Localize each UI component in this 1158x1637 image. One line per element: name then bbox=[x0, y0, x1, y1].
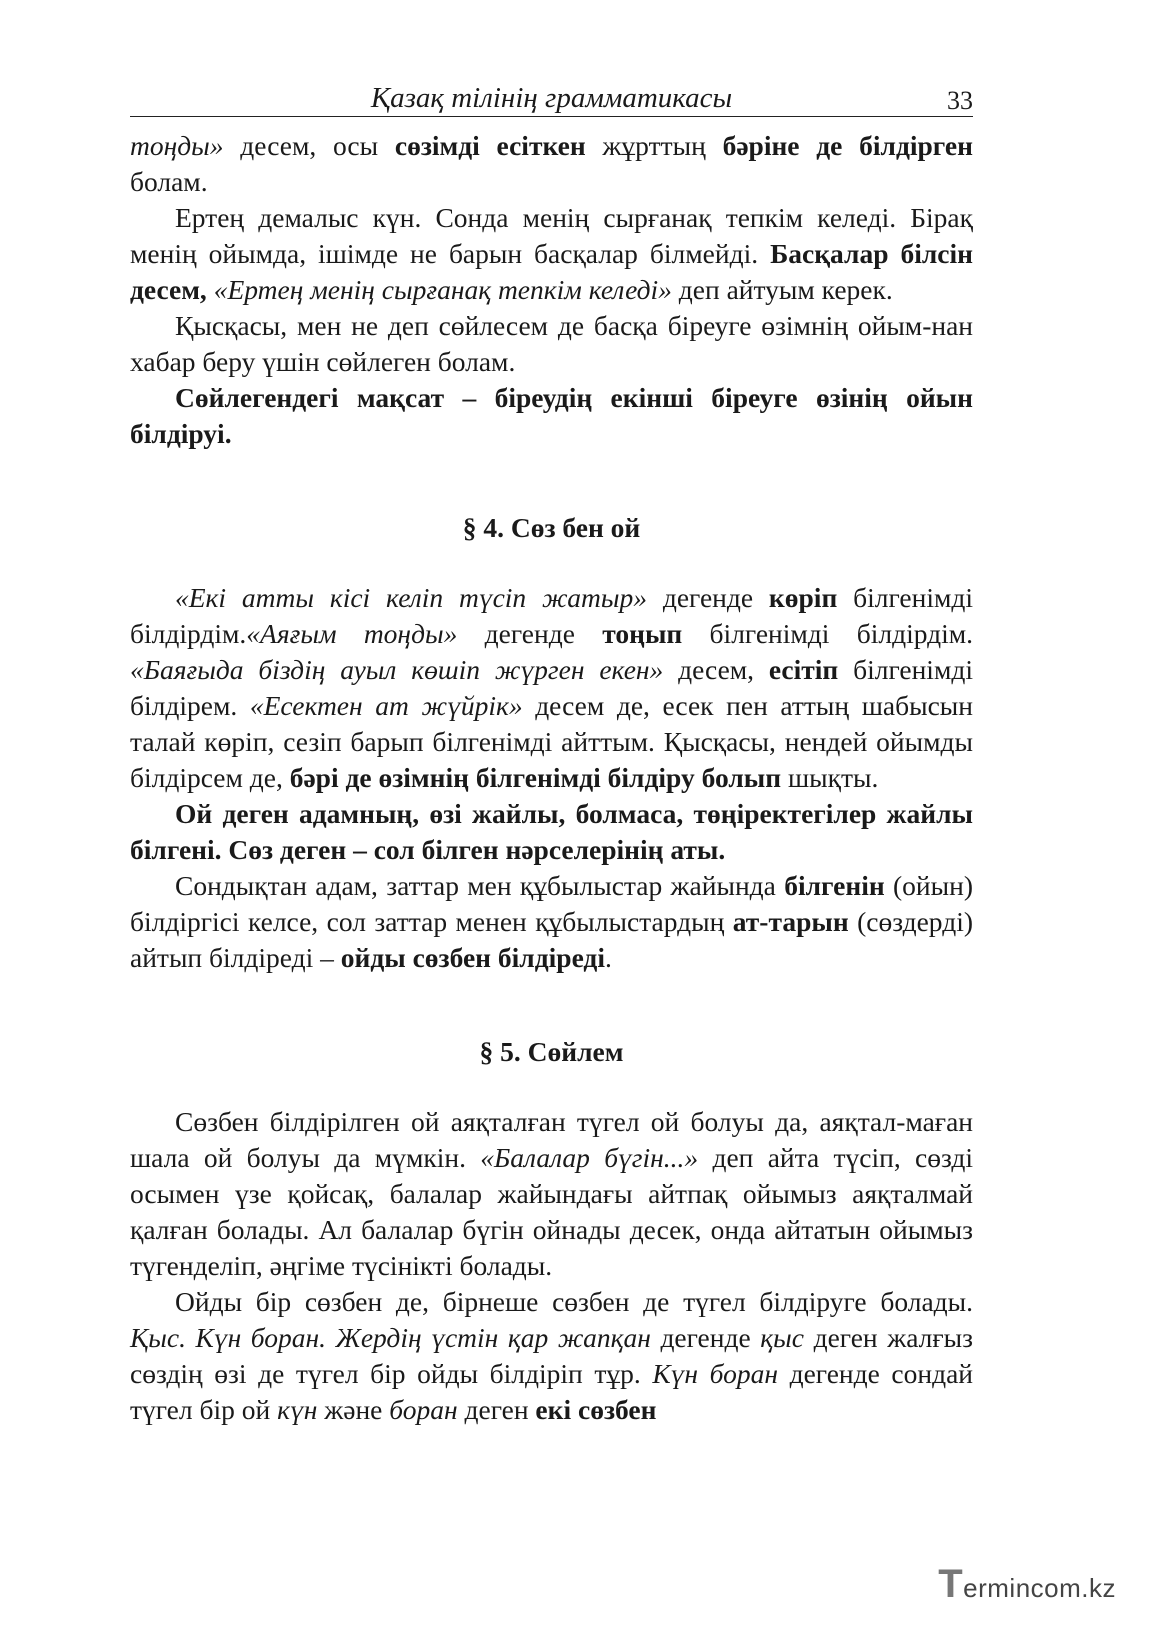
text-run: білгенімді білдірдім. bbox=[130, 582, 974, 649]
text-run: дегенде bbox=[650, 1322, 761, 1353]
text-run: шықты. bbox=[781, 762, 879, 793]
watermark-text: ermincom.kz bbox=[963, 1573, 1116, 1603]
text-run: (сөздерді) айтып білдіреді – bbox=[130, 906, 973, 973]
text-run: дегенде bbox=[457, 618, 603, 649]
text-run: Сондықтан адам, заттар мен құбылыстар жайында bbox=[175, 870, 785, 901]
text-run: (ойын) білдіргісі келсе, сол заттар менен құбылыстардың bbox=[130, 870, 973, 937]
text-run bbox=[207, 274, 214, 305]
bold-run: ат-тарын bbox=[732, 906, 849, 937]
paragraph bbox=[130, 796, 973, 868]
page-body bbox=[130, 128, 973, 1428]
paragraph bbox=[130, 128, 973, 200]
site-watermark bbox=[938, 1562, 1116, 1607]
bold-run: бәрі де өзімнің білгенімді білдіру болып bbox=[289, 762, 782, 793]
text-run: Ертең демалыс күн. Сонда менің сырғанақ тепкім келеді. Бірақ менің ойымда, ішімде не барын басқалар білмейді. bbox=[130, 202, 973, 269]
section-heading: § 4. Сөз бен ой bbox=[462, 512, 641, 543]
watermark-initial: T bbox=[938, 1562, 964, 1606]
text-run: . bbox=[604, 942, 612, 973]
italic-run: Күн боран bbox=[652, 1358, 778, 1389]
bold-run: сөзімді есіткен bbox=[394, 130, 586, 161]
text-run: деген жалғыз сөздің өзі де түгел бір ойды білдіріп тұр. bbox=[130, 1322, 974, 1389]
bold-run: екі сөзбен bbox=[535, 1394, 657, 1425]
paragraph bbox=[130, 308, 973, 380]
italic-run: тоңды» bbox=[130, 130, 224, 161]
text-run: десем де, есек пен аттың шабысын талай көріп, сезіп барып білгенімді айттым. Қысқасы, нендей ойымды білдірсем де, bbox=[130, 690, 973, 793]
bold-run: білгенін bbox=[784, 870, 885, 901]
text-run: және bbox=[317, 1394, 390, 1425]
italic-run: Қыс. Күн боран. Жердің үстін қар жапқан bbox=[130, 1322, 651, 1353]
paragraph bbox=[130, 200, 973, 308]
paragraph bbox=[130, 868, 973, 976]
bold-run: тоңып bbox=[602, 618, 683, 649]
italic-run: «Баяғыда біздің ауыл көшіп жүрген екен» bbox=[130, 654, 664, 685]
paragraph bbox=[130, 1104, 973, 1284]
italic-run: боран bbox=[389, 1394, 458, 1425]
italic-run: «Есектен ат жүйрік» bbox=[249, 690, 523, 721]
italic-run: «Аяғым тоңды» bbox=[246, 618, 458, 649]
italic-run: «Екі атты кісі келіп түсіп жатыр» bbox=[175, 582, 647, 613]
bold-run: ойды сөзбен білдіреді bbox=[340, 942, 605, 973]
text-run: болам. bbox=[130, 166, 208, 197]
text-run: деген bbox=[457, 1394, 536, 1425]
text-run: дегенде сондай түгел бір ой bbox=[130, 1358, 974, 1425]
paragraph bbox=[130, 380, 973, 452]
text-run: жұрттың bbox=[585, 130, 723, 161]
text-run: білгенімді білдірем. bbox=[130, 654, 973, 721]
running-header bbox=[130, 78, 973, 117]
section-heading: § 5. Сөйлем bbox=[479, 1036, 624, 1067]
bold-run: Сөйлегендегі мақсат – біреудің екінші біреуге өзінің ойын білдіруі. bbox=[130, 382, 973, 449]
text-run: Сөзбен білдірілген ой аяқталған түгел ой болуы да, аяқтал-маған шала ой болуы да мүмкін. bbox=[130, 1106, 973, 1173]
bold-run: бәріне де білдірген bbox=[722, 130, 973, 161]
bold-run: Ой деген адамның, өзі жайлы, болмаса, төңіректегілер жайлы білгені. Сөз деген – сол білген нәрселерінің аты. bbox=[130, 798, 973, 865]
text-run: деп айта түсіп, сөзді осымен үзе қойсақ, балалар жайындағы айтпақ ойымыз аяқталмай қалған болады. Ал балалар бүгін ойнады десек, онда айтатын ойымыз түгенделіп, әңгіме түсінікті болады. bbox=[130, 1142, 973, 1281]
text-run: деп айтуым керек. bbox=[671, 274, 893, 305]
italic-run: қыс bbox=[760, 1322, 804, 1353]
italic-run: күн bbox=[277, 1394, 318, 1425]
text-run: десем, осы bbox=[223, 130, 395, 161]
paragraph bbox=[130, 1284, 973, 1428]
text-run: дегенде bbox=[646, 582, 769, 613]
text-run: Қысқасы, мен не деп сөйлесем де басқа біреуге өзімнің ойым-нан хабар беру үшін сөйлеген болам. bbox=[130, 310, 973, 377]
page-number: 33 bbox=[947, 86, 973, 115]
bold-run: Басқалар білсін десем, bbox=[130, 238, 973, 305]
text-run: десем, bbox=[663, 654, 769, 685]
paragraph bbox=[130, 580, 973, 796]
running-title: Қазақ тілінің грамматикасы bbox=[370, 82, 733, 114]
italic-run: «Ертең менің сырғанақ тепкім келеді» bbox=[213, 274, 672, 305]
text-run: білгенімді білдірдім. bbox=[682, 618, 974, 649]
italic-run: «Балалар бүгін...» bbox=[480, 1142, 699, 1173]
bold-run: есітіп bbox=[768, 654, 839, 685]
bold-run: көріп bbox=[768, 582, 838, 613]
text-run: Ойды бір сөзбен де, бірнеше сөзбен де түгел білдіруге болады. bbox=[175, 1286, 973, 1317]
